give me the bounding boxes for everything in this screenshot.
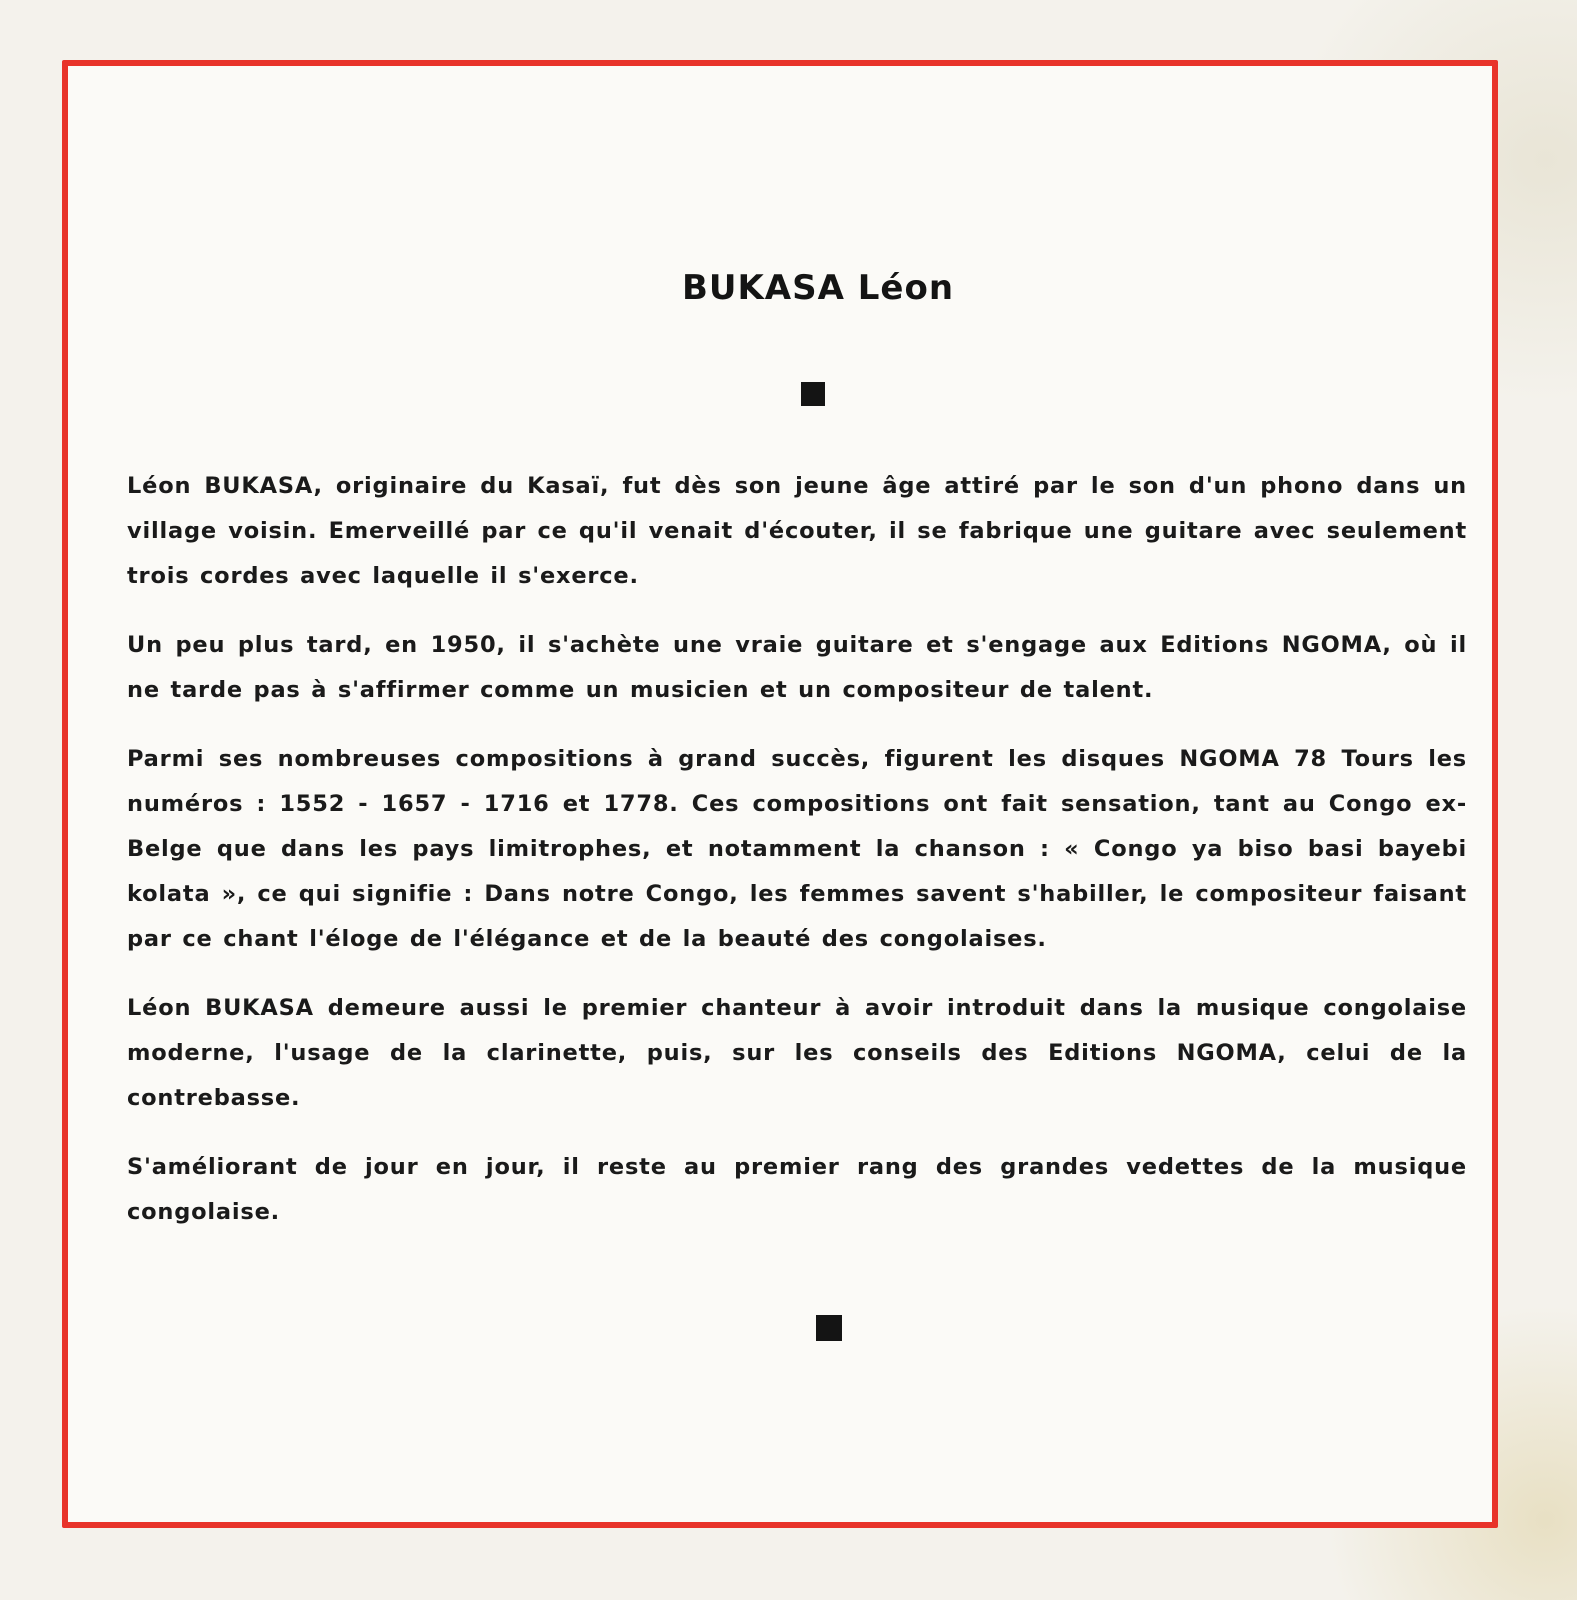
paragraph-5: S'améliorant de jour en jour, il reste au premier rang des grandes vedettes de la musique congolaise. <box>127 1154 1467 1225</box>
square-ornament-top <box>801 382 825 406</box>
paragraph-3: Parmi ses nombreuses compositions à grand succès, figurent les disques NGOMA 78 Tours les numéros : 1552 - 1657 - 1716 et 1778. Ces compositions ont fait sensation, tant au Congo ex-Belge que dans les pays limitrophes, et notamment la chanson : « Congo ya biso basi bayebi kolata », ce qui signifie : Dans notre Congo, les femmes savent s'habiller, le compositeur faisant par ce chant l'éloge de l'élégance et de la beauté des congolaises. <box>127 746 1467 952</box>
square-ornament-bottom <box>816 1315 842 1341</box>
paragraph-2: Un peu plus tard, en 1950, il s'achète une vraie guitare et s'engage aux Editions NGOMA, où il ne tarde pas à s'affirmer comme un musicien et un compositeur de talent. <box>127 632 1467 703</box>
biography-text <box>127 464 1467 1259</box>
paragraph-4: Léon BUKASA demeure aussi le premier chanteur à avoir introduit dans la musique congolaise moderne, l'usage de la clarinette, puis, sur les conseils des Editions NGOMA, celui de la contrebasse. <box>127 995 1467 1111</box>
paragraph-1: Léon BUKASA, originaire du Kasaï, fut dès son jeune âge attiré par le son d'un phono dans un village voisin. Emerveillé par ce qu'il venait d'écouter, il se fabrique une guitare avec seulement trois cordes avec laquelle il s'exerce. <box>127 473 1467 589</box>
page-title: BUKASA Léon <box>681 268 955 308</box>
